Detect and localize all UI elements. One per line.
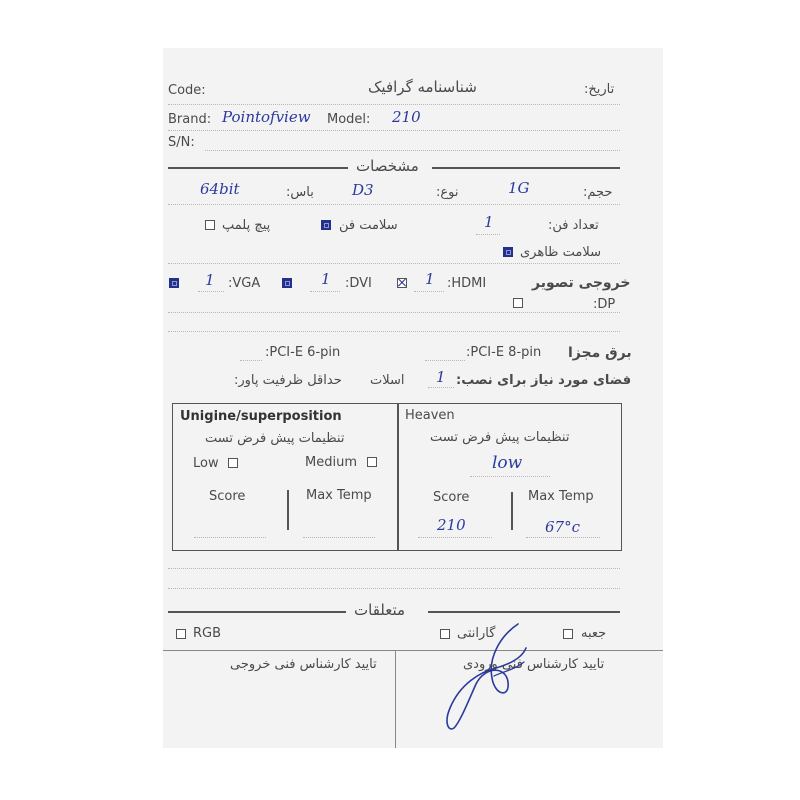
fan-count-label: تعداد فن: xyxy=(548,218,599,233)
heaven-score-rule xyxy=(418,537,492,538)
unigine-preset-label: تنظیمات پیش فرض تست xyxy=(205,431,345,446)
vga-count: 1 xyxy=(205,271,215,289)
vga-label: :VGA xyxy=(228,276,261,291)
hdmi-label: :HDMI xyxy=(447,276,487,291)
vga-checkbox[interactable] xyxy=(169,278,179,288)
warranty-label: گارانتی xyxy=(457,626,496,641)
dvi-label: :DVI xyxy=(345,276,372,291)
unigine-low-checkbox[interactable] xyxy=(228,458,238,468)
brand-rule xyxy=(168,130,620,131)
unigine-score-divider xyxy=(287,490,289,530)
heaven-title: Heaven xyxy=(405,408,455,423)
unigine-medium-label: Medium xyxy=(305,455,357,470)
size-label: حجم: xyxy=(583,185,613,200)
heaven-score-label: Score xyxy=(433,490,470,505)
accessories-title: متعلقات xyxy=(354,601,406,619)
dp-checkbox[interactable] xyxy=(513,298,523,308)
outputs-rule-1 xyxy=(168,312,620,313)
hdmi-count: 1 xyxy=(425,270,435,288)
type-label: نوع: xyxy=(436,185,459,200)
table-rule-2 xyxy=(168,588,620,589)
bus-value: 64bit xyxy=(200,180,240,198)
slots-value: 1 xyxy=(436,368,446,386)
dp-label: :DP xyxy=(593,297,616,312)
slots-unit: اسلات xyxy=(370,373,405,388)
outputs-rule-2 xyxy=(168,331,620,332)
exit-approval-label: تایید کارشناس فنی خروجی xyxy=(230,657,377,672)
dvi-count: 1 xyxy=(321,270,331,288)
hdmi-count-rule xyxy=(414,291,444,292)
brand-value: Pointofview xyxy=(222,108,311,126)
box-label: جعبه xyxy=(581,626,607,641)
dvi-checkbox[interactable] xyxy=(282,278,292,288)
unigine-maxtemp-label: Max Temp xyxy=(306,488,372,503)
bus-label: باس: xyxy=(286,185,314,200)
heaven-maxtemp-value: 67°c xyxy=(545,518,580,536)
visual-health-label: سلامت ظاهری xyxy=(520,245,602,260)
heaven-score-value: 210 xyxy=(437,516,466,534)
approvals-top-rule xyxy=(163,650,663,651)
size-value: 1G xyxy=(508,179,530,197)
code-label: Code: xyxy=(168,83,206,98)
specs-divider-right xyxy=(432,167,620,169)
heaven-preset-rule xyxy=(470,476,550,477)
psu-capacity-label: حداقل ظرفیت پاور: xyxy=(234,373,342,388)
screw-seal-label: پیچ پلمپ xyxy=(222,218,271,233)
fan-health-checkbox[interactable] xyxy=(321,220,331,230)
specs-divider-left xyxy=(168,167,348,169)
rgb-checkbox[interactable] xyxy=(176,629,186,639)
sn-label: S/N: xyxy=(168,135,195,150)
benchmark-divider xyxy=(397,404,399,550)
heaven-preset-value: low xyxy=(492,453,523,473)
date-label: تاریخ: xyxy=(584,82,615,97)
specs-rule-1 xyxy=(168,204,620,205)
unigine-title: Unigine/superposition xyxy=(180,409,342,424)
specs-rule-2 xyxy=(168,263,620,264)
brand-label: Brand: xyxy=(168,112,212,127)
table-rule-1 xyxy=(168,568,620,569)
unigine-maxtemp-rule xyxy=(303,537,375,538)
unigine-low-label: Low xyxy=(193,456,219,471)
accessories-divider-left xyxy=(168,611,346,613)
slots-rule xyxy=(428,387,454,388)
vga-count-rule xyxy=(198,291,224,292)
entry-approval-label: تایید کارشناس فنی ورودی xyxy=(463,657,605,672)
fan-health-label: سلامت فن xyxy=(339,218,398,233)
screw-seal-checkbox[interactable] xyxy=(205,220,215,230)
sn-rule xyxy=(205,150,620,151)
hdmi-checkbox[interactable] xyxy=(397,278,407,288)
heaven-preset-label: تنظیمات پیش فرض تست xyxy=(430,430,570,445)
model-label: Model: xyxy=(327,112,371,127)
pcie6-rule xyxy=(240,360,262,361)
box-checkbox[interactable] xyxy=(563,629,573,639)
model-value: 210 xyxy=(392,108,421,126)
graphics-card-form xyxy=(163,48,663,748)
header-rule xyxy=(168,104,620,105)
form-title: شناسنامه گرافیک xyxy=(368,78,477,96)
specs-title: مشخصات xyxy=(356,157,419,175)
fan-count-rule xyxy=(476,234,500,235)
signature xyxy=(430,618,540,733)
pcie8-label: :PCI-E 8-pin xyxy=(466,345,542,360)
unigine-score-label: Score xyxy=(209,489,246,504)
separate-power-label: برق مجزا xyxy=(568,345,632,361)
unigine-score-rule xyxy=(194,537,266,538)
pcie8-rule xyxy=(425,360,465,361)
fan-count-value: 1 xyxy=(484,213,494,231)
pcie6-label: :PCI-E 6-pin xyxy=(265,345,341,360)
visual-health-checkbox[interactable] xyxy=(503,247,513,257)
heaven-maxtemp-label: Max Temp xyxy=(528,489,594,504)
type-value: D3 xyxy=(352,181,374,199)
video-output-label: خروجی تصویر xyxy=(532,275,631,291)
approvals-divider xyxy=(395,651,396,748)
heaven-maxtemp-rule xyxy=(526,537,600,538)
heaven-score-divider xyxy=(511,492,513,530)
dvi-count-rule xyxy=(310,291,340,292)
accessories-divider-right xyxy=(428,611,620,613)
unigine-medium-checkbox[interactable] xyxy=(367,457,377,467)
install-space-label: فضای مورد نیاز برای نصب: xyxy=(456,373,632,388)
rgb-label: RGB xyxy=(193,626,222,641)
